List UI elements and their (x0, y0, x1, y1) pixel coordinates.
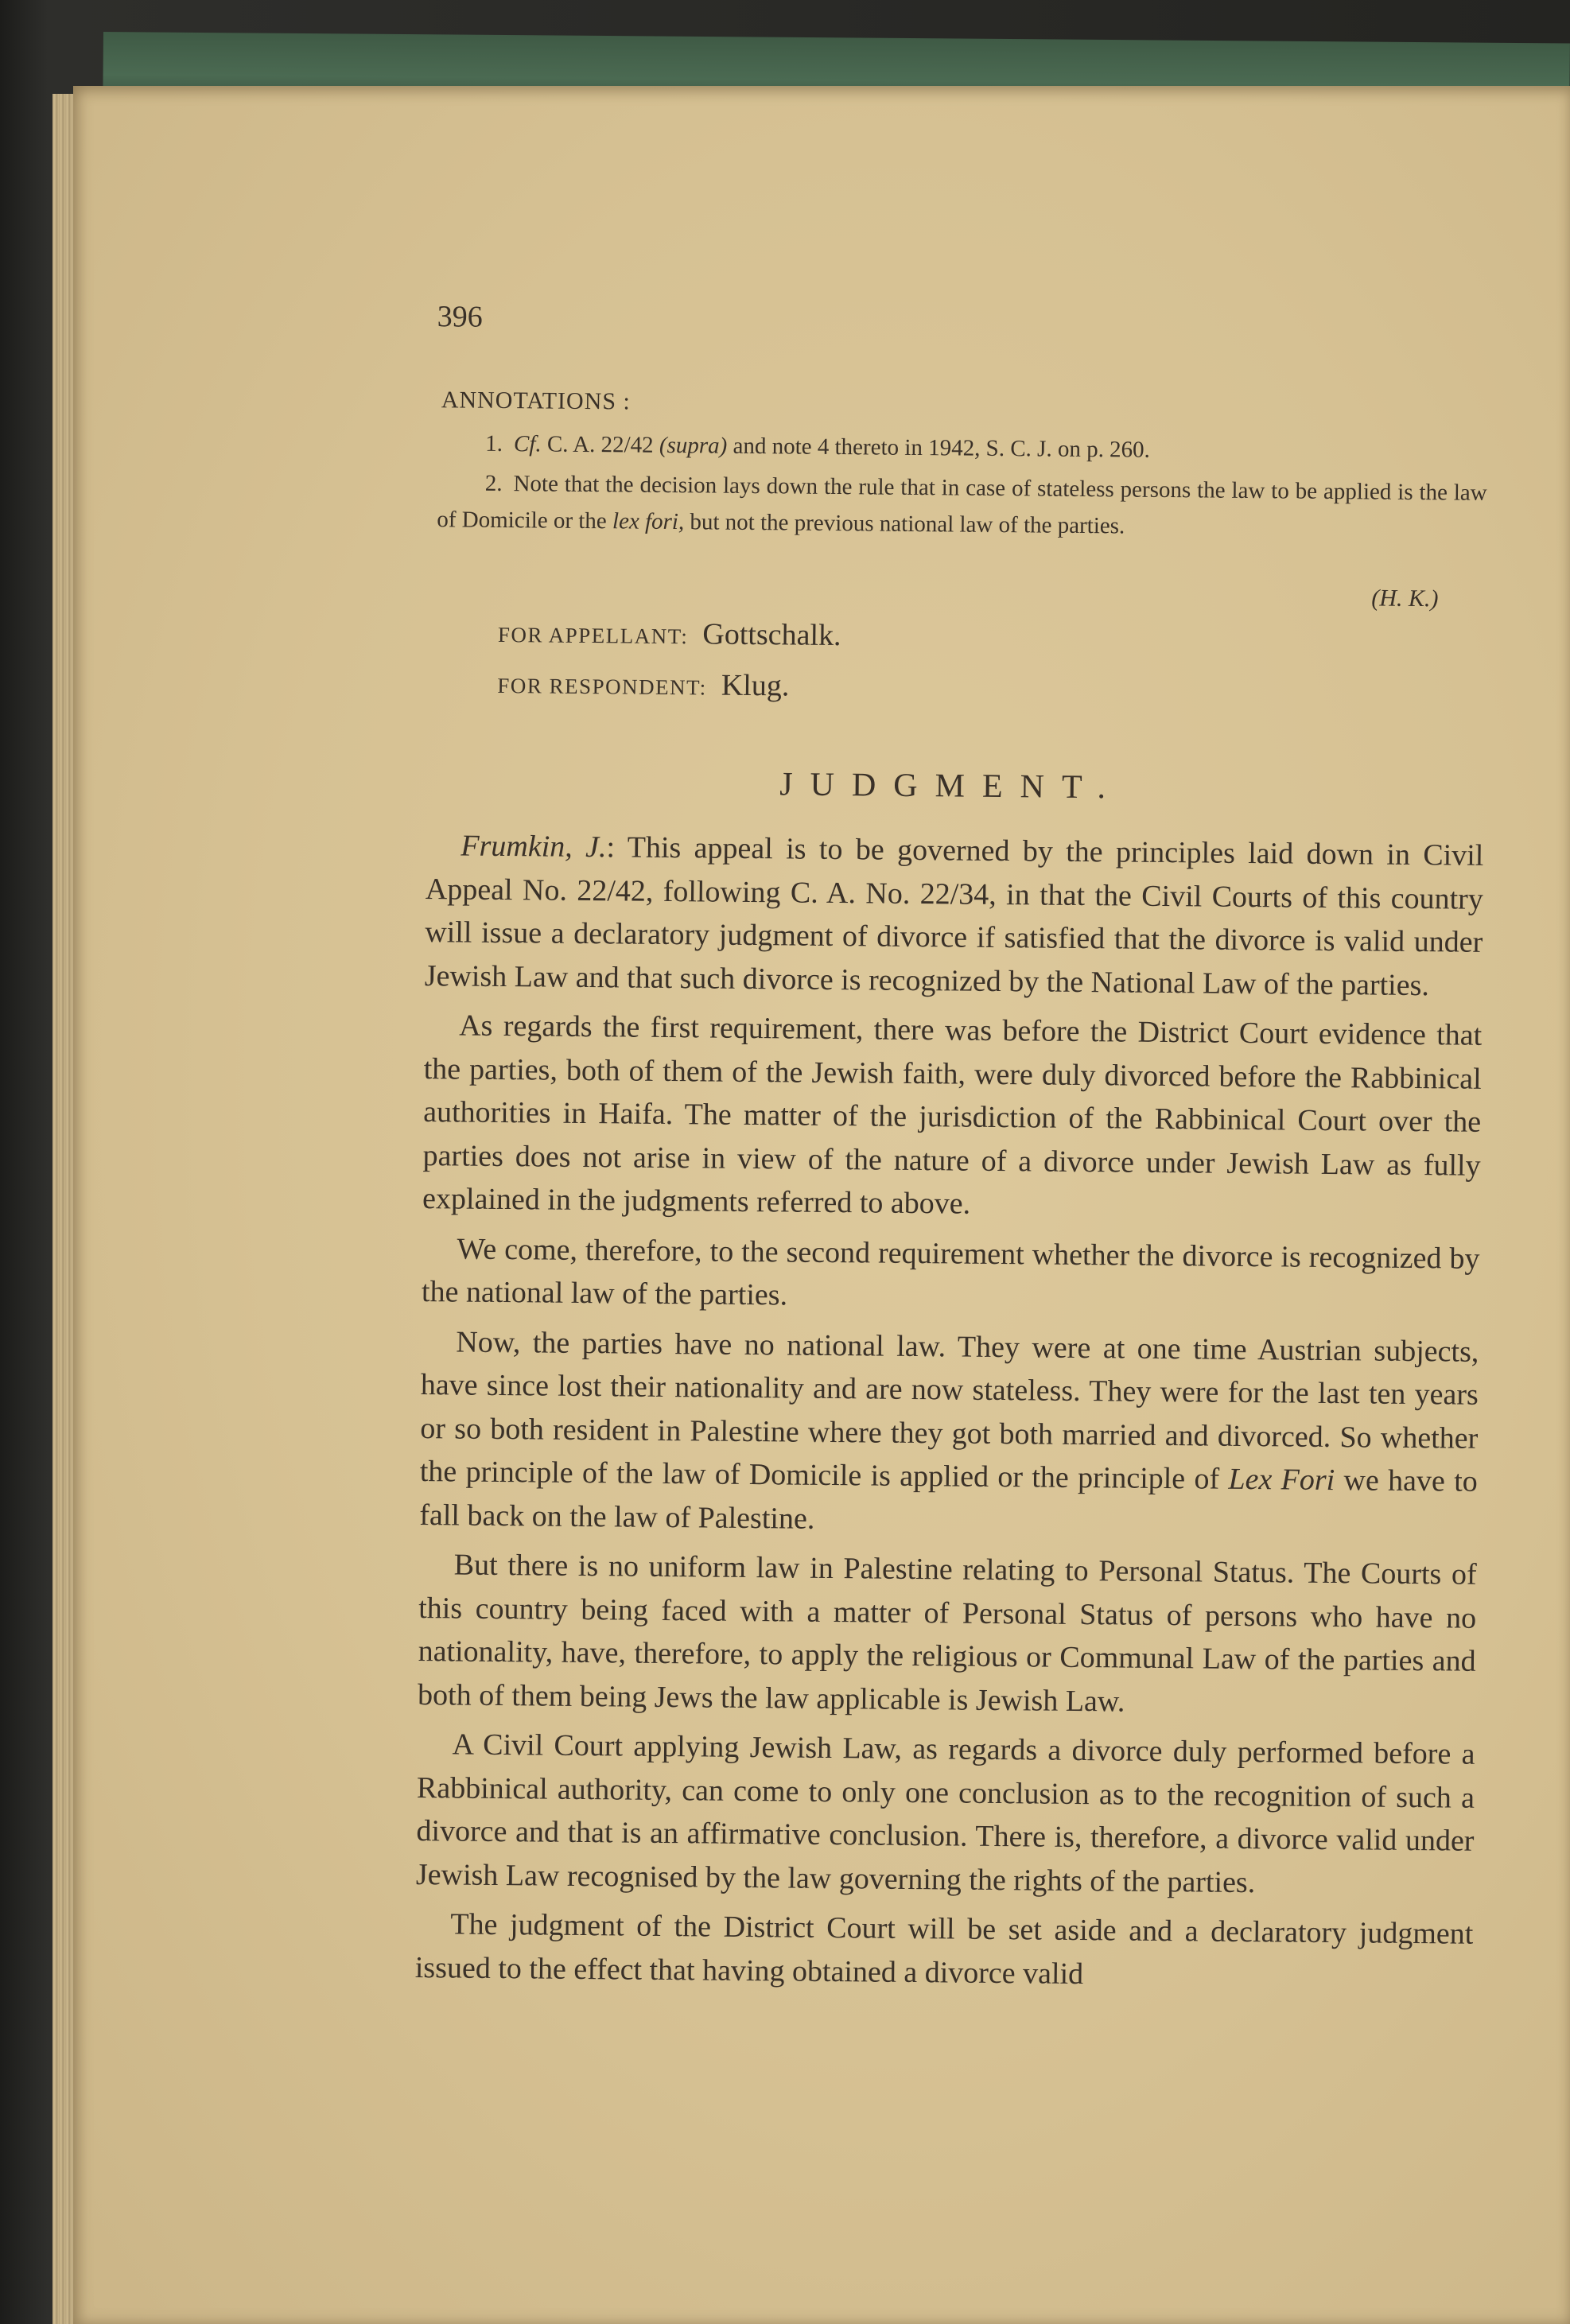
annotation-note-2 (437, 464, 1487, 548)
counsel-appellant (498, 615, 841, 653)
counsel-respondent (497, 666, 789, 704)
counsel-appellant-label: FOR APPELLANT: (497, 622, 689, 649)
judgment-paragraph (418, 1543, 1477, 1727)
note-text-part: lex fori, (612, 508, 685, 535)
judgment-heading: JUDGMENT. (779, 766, 1124, 806)
note-text-part: but not the previous national law of the parties. (684, 509, 1125, 539)
paragraph-text: But there is no uniform law in Palestine relating to Personal Status. The Courts of this country being faced with a matter of Personal Status of persons who have no nationality, have, therefore, to apply the religious or Communal Law of the parties and both of them being Jews the law applicable is Jewish Law. (417, 1548, 1477, 1719)
judgment-paragraph (422, 1004, 1483, 1230)
judgment-paragraph (416, 1723, 1475, 1906)
paragraph-text: A Civil Court applying Jewish Law, as regards a divorce duly performed before a Rabbinical authority, can come to only one conclusion as to the recognition of such a divorce and that is an affirmative conclusion. There is, therefore, a divorce valid under Jewish Law recognised by the law governing the rights of the parties. (415, 1727, 1475, 1899)
paragraph-text: We come, therefore, to the second requirement whether the divorce is recognized by the national law of the parties. (421, 1231, 1480, 1312)
note-text-part: and note 4 thereto in 1942, S. C. J. on p. 260. (727, 433, 1151, 463)
paragraph-text: Lex Fori (1228, 1462, 1335, 1498)
page-number: 396 (437, 300, 483, 334)
paragraph-text: we have to fall back on the law of Palestine. (419, 1463, 1478, 1536)
page-content (414, 299, 1489, 1991)
note-number: 2. (484, 470, 503, 496)
note-text-part: Note that the decision lays down the rule that in case of stateless persons the law to be applied is the law of Domicile or the (437, 471, 1487, 534)
judgment-paragraph (419, 1320, 1479, 1547)
note-text-part: C. A. 22/42 (541, 431, 660, 458)
judgment-body (415, 824, 1484, 2006)
counsel-appellant-name: Gottschalk. (702, 617, 841, 653)
annotator-initials: (H. K.) (1371, 585, 1439, 612)
annotations-heading: ANNOTATIONS : (441, 387, 631, 415)
annotation-note-1 (437, 425, 1487, 472)
judgment-paragraph (422, 1227, 1480, 1324)
note-number: 1. (485, 430, 503, 457)
paragraph-text: The judgment of the District Court will be set aside and a declaratory judgment issued to the effect that having obtained a divorce valid (414, 1907, 1474, 1991)
paragraph-text: : This appeal is to be governed by the principles laid down in Civil Appeal No. 22/42, following C. A. No. 22/34, in that the Civil Courts of this country will issue a declaratory judgment of divorce if satisfied that the divorce is valid under Jewish Law and that such divorce is recognized by the National Law of the parties. (424, 830, 1484, 1002)
note-text-part: (supra) (659, 432, 728, 459)
note-text-part: Cf. (513, 431, 542, 457)
judgment-paragraph (415, 1902, 1474, 1999)
paragraph-text: Frumkin, J. (461, 829, 607, 865)
book-page (73, 86, 1570, 2324)
counsel-respondent-label: FOR RESPONDENT: (497, 673, 707, 700)
judgment-paragraph (425, 824, 1484, 1008)
paragraph-text: As regards the first requirement, there was before the District Court evidence that the parties, both of them of the Jewish faith, were duly divorced before the Rabbinical authorities in Haifa. The matter of the jurisdiction of the Rabbinical Court over the parties does not arise in view of the nature of a divorce under Jewish Law as fully explained in the judgments referred to above. (422, 1008, 1483, 1221)
counsel-respondent-name: Klug. (721, 668, 790, 703)
paragraph-text: Now, the parties have no national law. They were at one time Austrian subjects, have since lost their nationality and are now stateless. They were for the last ten years or so both resident in Palestine where they got both married and divorced. So whether the principle of the law of Domicile is applied or the principle of (419, 1324, 1479, 1496)
